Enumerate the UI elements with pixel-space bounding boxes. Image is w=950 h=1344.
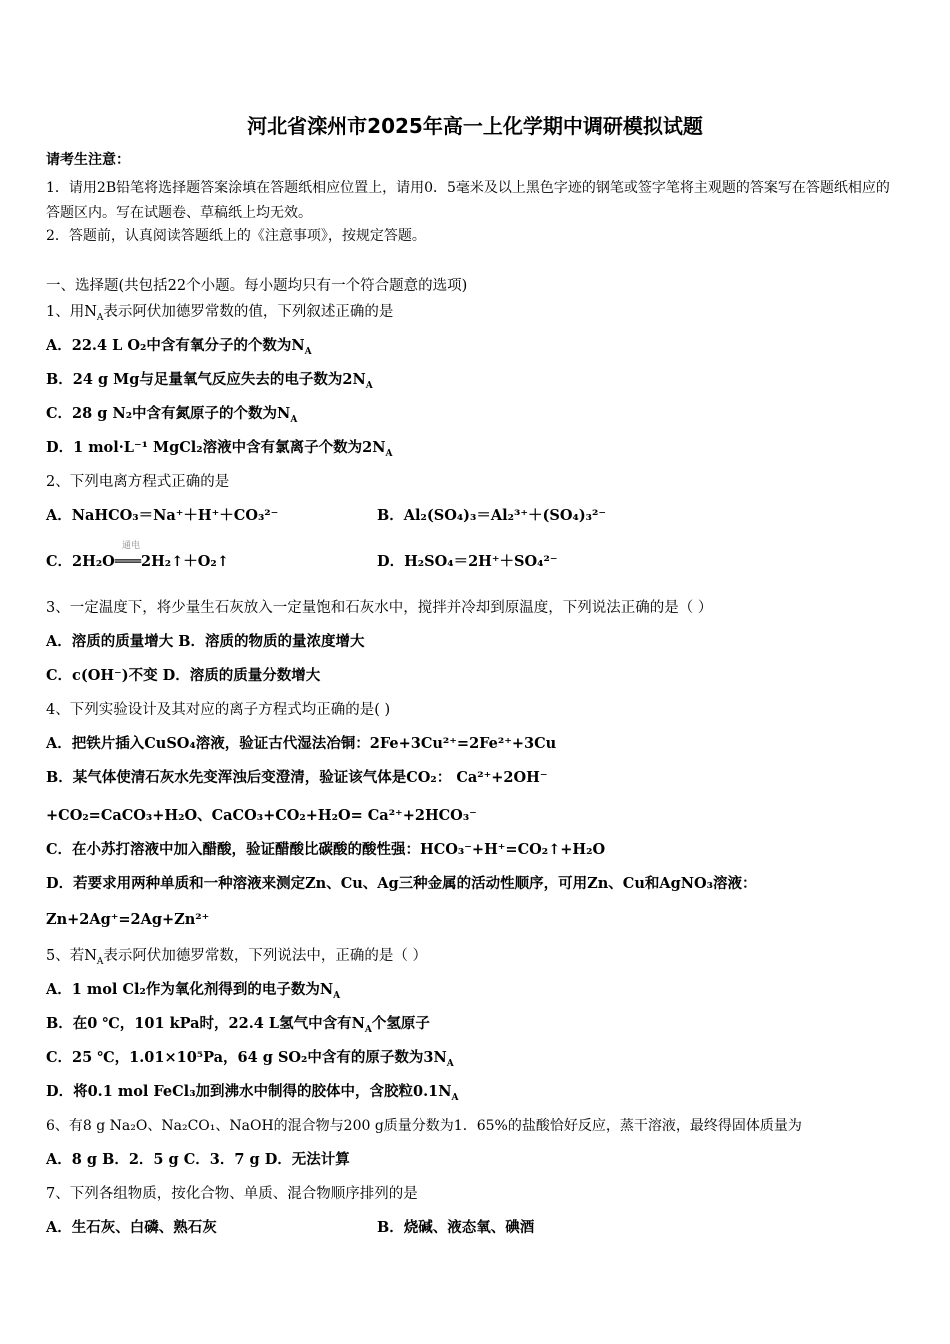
notice-heading: 请考生注意： — [46, 152, 130, 168]
q3-options-cd: C．c(OH⁻)不变 D．溶质的质量分数增大 — [46, 667, 321, 684]
q5-option-b: B．在0 ℃，101 kPa时，22.4 L氢气中含有$N_A$个氢原子 — [46, 1015, 430, 1035]
section-heading: 一、选择题(共包括22个小题。每小题均只有一个符合题意的选项) — [46, 278, 468, 294]
question-5-stem: 5、若$N_A$表示阿伏加德罗常数，下列说法中，正确的是（ ） — [46, 948, 428, 967]
q5-option-a: A．1 mol Cl₂作为氧化剂得到的电子数为$N_A$ — [46, 981, 341, 1001]
q1-option-a: A．22.4 L O₂中含有氧分子的个数为$N_A$ — [46, 337, 312, 357]
q2-option-b: B．Al₂(SO₄)₃＝Al₂³⁺＋(SO₄)₃²⁻ — [377, 507, 607, 524]
q7-option-a: A．生石灰、白磷、熟石灰 — [46, 1219, 217, 1236]
q4-option-b-line2: +CO₂=CaCO₃+H₂O、CaCO₃+CO₂+H₂O= Ca²⁺+2HCO₃⁻ — [46, 807, 477, 824]
q4-option-d-line2: Zn+2Ag⁺=2Ag+Zn²⁺ — [46, 911, 210, 928]
question-3-stem: 3、一定温度下，将少量生石灰放入一定量饱和石灰水中，搅拌并冷却到原温度，下列说法正确的是（ ） — [46, 600, 713, 616]
q1-option-c: C．28 g N₂中含有氮原子的个数为$N_A$ — [46, 405, 298, 425]
page-title: 河北省滦州市2025年高一上化学期中调研模拟试题 — [247, 114, 703, 138]
question-2-stem: 2、下列电离方程式正确的是 — [46, 474, 230, 490]
q5-option-c: C．25 ℃，1.01×10⁵Pa，64 g SO₂中含有的原子数为$3N_A$ — [46, 1049, 454, 1069]
question-7-stem: 7、下列各组物质，按化合物、单质、混合物顺序排列的是 — [46, 1186, 418, 1202]
q5-option-d: D．将0.1 mol FeCl₃加到沸水中制得的胶体中，含胶粒$0.1N_A$ — [46, 1083, 459, 1103]
q1-option-d: D．1 mol·L⁻¹ MgCl₂溶液中含有氯离子个数为$2N_A$ — [46, 439, 393, 459]
q2-option-c-condition: 通电 — [122, 541, 141, 551]
q2-option-d: D．H₂SO₄＝2H⁺＋SO₄²⁻ — [377, 553, 558, 570]
q4-option-d-line1: D．若要求用两种单质和一种溶液来测定Zn、Cu、Ag三种金属的活动性顺序，可用Zn、Cu和AgNO₃溶液： — [46, 875, 757, 892]
notice-item-1: 1．请用2B铅笔将选择题答案涂填在答题纸相应位置上，请用0．5毫米及以上黑色字迹的钢笔或签字笔将主观题的答案写在答题纸相应的答题区内。写在试题卷、草稿纸上均无效。 — [46, 180, 890, 221]
q4-option-c: C．在小苏打溶液中加入醋酸，验证醋酸比碳酸的酸性强：HCO₃⁻+H⁺=CO₂↑+H₂O — [46, 841, 606, 858]
question-1-stem: 1、用$N_A$表示阿伏加德罗常数的值，下列叙述正确的是 — [46, 304, 394, 323]
q3-options-ab: A．溶质的质量增大 B．溶质的物质的量浓度增大 — [46, 633, 365, 650]
q6-options: A．8 g B．2．5 g C．3．7 g D．无法计算 — [46, 1151, 350, 1168]
question-6-stem: 6、有8 g Na₂O、Na₂CO₁、NaOH的混合物与200 g质量分数为1．65%的盐酸恰好反应，蒸干溶液，最终得固体质量为 — [46, 1118, 802, 1134]
q4-option-a: A．把铁片插入CuSO₄溶液，验证古代湿法冶铜：2Fe+3Cu²⁺=2Fe²⁺+3Cu — [46, 735, 557, 752]
question-4-stem: 4、下列实验设计及其对应的离子方程式均正确的是( ) — [46, 702, 391, 718]
q4-option-b-line1: B．某气体使清石灰水先变浑浊后变澄清，验证该气体是CO₂： Ca²⁺+2OH⁻ — [46, 769, 548, 786]
q1-option-b: B．24 g Mg与足量氧气反应失去的电子数为$2N_A$ — [46, 371, 373, 391]
notice-item-2: 2．答题前，认真阅读答题纸上的《注意事项》，按规定答题。 — [46, 228, 426, 244]
q2-option-a: A．NaHCO₃＝Na⁺＋H⁺＋CO₃²⁻ — [46, 507, 279, 524]
q7-option-b: B．烧碱、液态氧、碘酒 — [377, 1219, 535, 1236]
q2-option-c: C．2H₂O═══2H₂↑＋O₂↑ — [46, 553, 229, 570]
